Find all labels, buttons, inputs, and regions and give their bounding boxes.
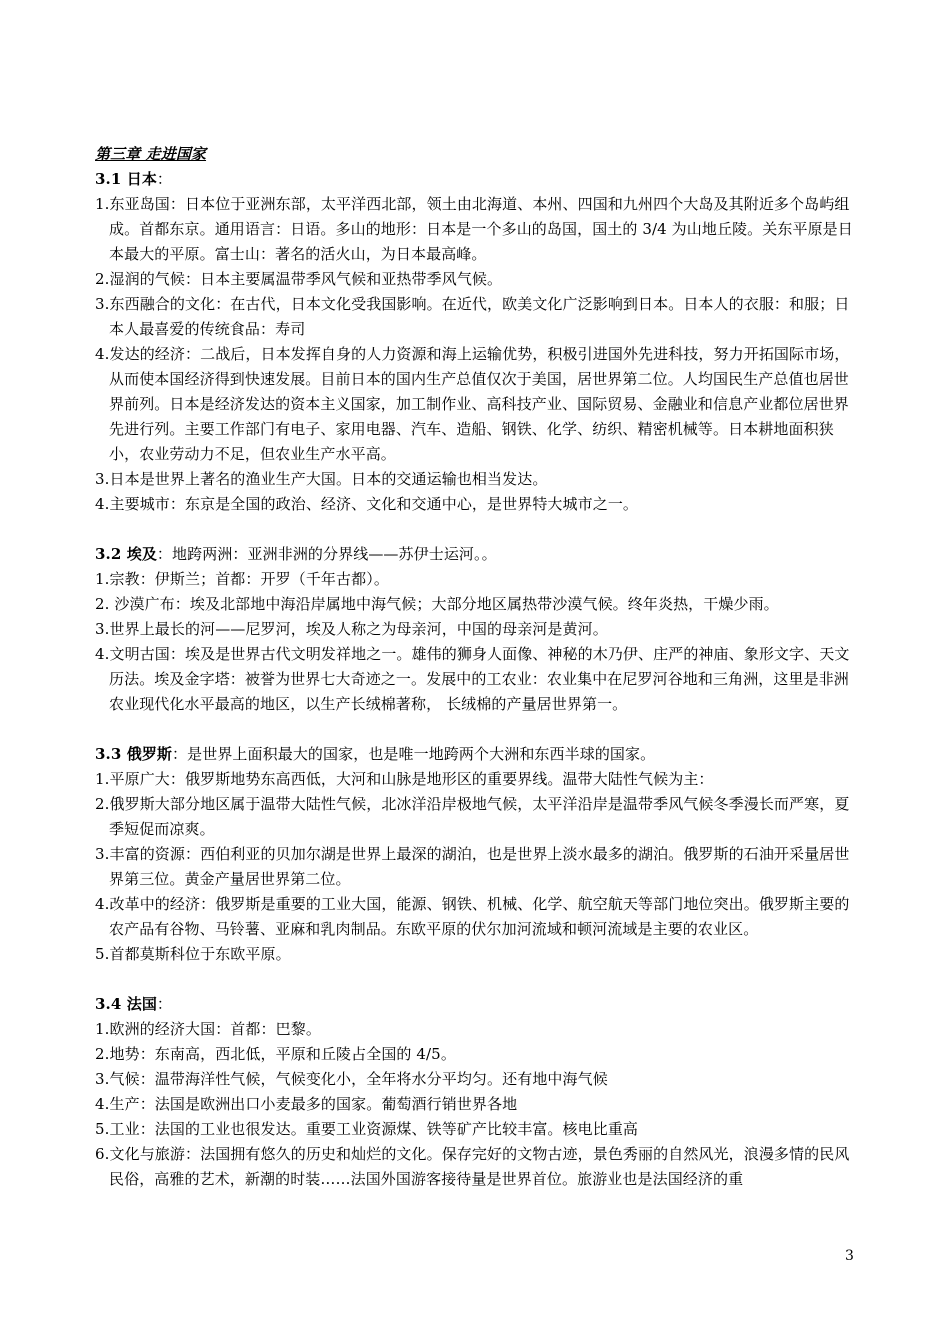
list-item: 5.首都莫斯科位于东欧平原。 xyxy=(95,945,291,963)
list-item: 1.平原广大：俄罗斯地势东高西低，大河和山脉是地形区的重要界线。温带大陆性气候为主： xyxy=(95,770,714,788)
list-item: 5.工业：法国的工业也很发达。重要工业资源煤、铁等矿产比较丰富。核电比重高 xyxy=(95,1120,639,1138)
page-number: 3 xyxy=(845,1248,854,1264)
section-heading-egypt xyxy=(95,542,860,567)
section-title: 3.3 俄罗斯 xyxy=(95,745,173,763)
section-title: 3.2 埃及 xyxy=(95,545,157,563)
list-item: 4.生产：法国是欧洲出口小麦最多的国家。葡萄酒行销世界各地 xyxy=(95,1095,518,1113)
list-item: 1.欧洲的经济大国：首都：巴黎。 xyxy=(95,1020,321,1038)
section-title: 3.4 法国 xyxy=(95,995,157,1013)
list-item: 3.日本是世界上著名的渔业生产大国。日本的交通运输也相当发达。 xyxy=(95,470,548,488)
section-heading-russia xyxy=(95,742,860,767)
paragraph-spacer xyxy=(95,517,860,542)
list-item: 3.气候：温带海洋性气候，气候变化小，全年将水分平均匀。还有地中海气候 xyxy=(95,1070,608,1088)
list-item: 1.宗教：伊斯兰；首都：开罗（千年古都）。 xyxy=(95,570,389,588)
section-heading-france xyxy=(95,992,860,1017)
list-item: 2.地势：东南高，西北低，平原和丘陵占全国的 4/5。 xyxy=(95,1045,456,1063)
list-item: 2.湿润的气候：日本主要属温带季风气候和亚热带季风气候。 xyxy=(95,270,503,288)
section-intro: ：地跨两洲：亚洲非洲的分界线——苏伊士运河。。 xyxy=(156,545,497,563)
section-title: 3.1 日本 xyxy=(95,170,157,188)
list-item: 3.东西融合的文化：在古代，日本文化受我国影响。在近代，欧美文化广泛影响到日本。日本人的衣服：和服；日本人最喜爱的传统食品：寿司 xyxy=(95,295,850,338)
list-item: 6.文化与旅游：法国拥有悠久的历史和灿烂的文化。保存完好的文物古迹，景色秀丽的自然风光，浪漫多情的民风民俗，高雅的艺术，新潮的时装……法国外国游客接待量是世界首位。旅游业也是法国经济的重 xyxy=(95,1145,850,1188)
document-body xyxy=(95,142,860,1192)
chapter-title: 第三章 走进国家 xyxy=(95,145,207,163)
section-intro: ：是世界上面积最大的国家，也是唯一地跨两个大洲和东西半球的国家。 xyxy=(172,745,656,763)
list-item: 4.改革中的经济：俄罗斯是重要的工业大国，能源、钢铁、机械、化学、航空航天等部门地位突出。俄罗斯主要的农产品有谷物、马铃薯、亚麻和乳肉制品。东欧平原的伏尔加河流域和顿河流域是主要的农业区。 xyxy=(95,895,850,938)
list-item: 2.俄罗斯大部分地区属于温带大陆性气候，北冰洋沿岸极地气候，太平洋沿岸是温带季风气候冬季漫长而严寒，夏季短促而凉爽。 xyxy=(95,795,850,838)
list-item: 4.主要城市：东京是全国的政治、经济、文化和交通中心，是世界特大城市之一。 xyxy=(95,495,639,513)
list-item: 3.丰富的资源：西伯利亚的贝加尔湖是世界上最深的湖泊，也是世界上淡水最多的湖泊。俄罗斯的石油开采量居世界第三位。黄金产量居世界第二位。 xyxy=(95,845,850,888)
list-item: 2. 沙漠广布：埃及北部地中海沿岸属地中海气候；大部分地区属热带沙漠气候。终年炎热，干燥少雨。 xyxy=(95,595,779,613)
list-item: 4.文明古国：埃及是世界古代文明发祥地之一。雄伟的狮身人面像、神秘的木乃伊、庄严的神庙、象形文字、天文历法。埃及金字塔：被誉为世界七大奇迹之一。发展中的工农业：农业集中在尼罗河谷地和三角洲，这里是非洲农业现代化水平最高的地区，以生产长绒棉著称， 长绒棉的产量居世界第一。 xyxy=(95,645,850,713)
list-item: 4.发达的经济：二战后，日本发挥自身的人力资源和海上运输优势，积极引进国外先进科技，努力开拓国际市场，从而使本国经济得到快速发展。目前日本的国内生产总值仅次于美国，居世界第二位。人均国民生产总值也居世界前列。日本是经济发达的资本主义国家，加工制作业、高科技产业、国际贸易、金融业和信息产业都位居世界先进行列。主要工作部门有电子、家用电器、汽车、造船、钢铁、化学、纺织、精密机械等。日本耕地面积狭小，农业劳动力不足，但农业生产水平高。 xyxy=(95,345,850,463)
list-item: 1.东亚岛国：日本位于亚洲东部，太平洋西北部，领土由北海道、本州、四国和九州四个大岛及其附近多个岛屿组成。首都东京。通用语言：日语。多山的地形：日本是一个多山的岛国，国土的 3/4 为山地丘陵。关东平原是日本最大的平原。富士山：著名的活火山，为日本最高峰。 xyxy=(95,195,853,263)
list-item: 3.世界上最长的河——尼罗河，埃及人称之为母亲河，中国的母亲河是黄河。 xyxy=(95,620,608,638)
section-intro: ： xyxy=(156,170,173,188)
paragraph-spacer xyxy=(95,967,860,992)
section-heading-japan xyxy=(95,167,860,192)
paragraph-spacer xyxy=(95,717,860,742)
section-intro: ： xyxy=(156,995,173,1013)
